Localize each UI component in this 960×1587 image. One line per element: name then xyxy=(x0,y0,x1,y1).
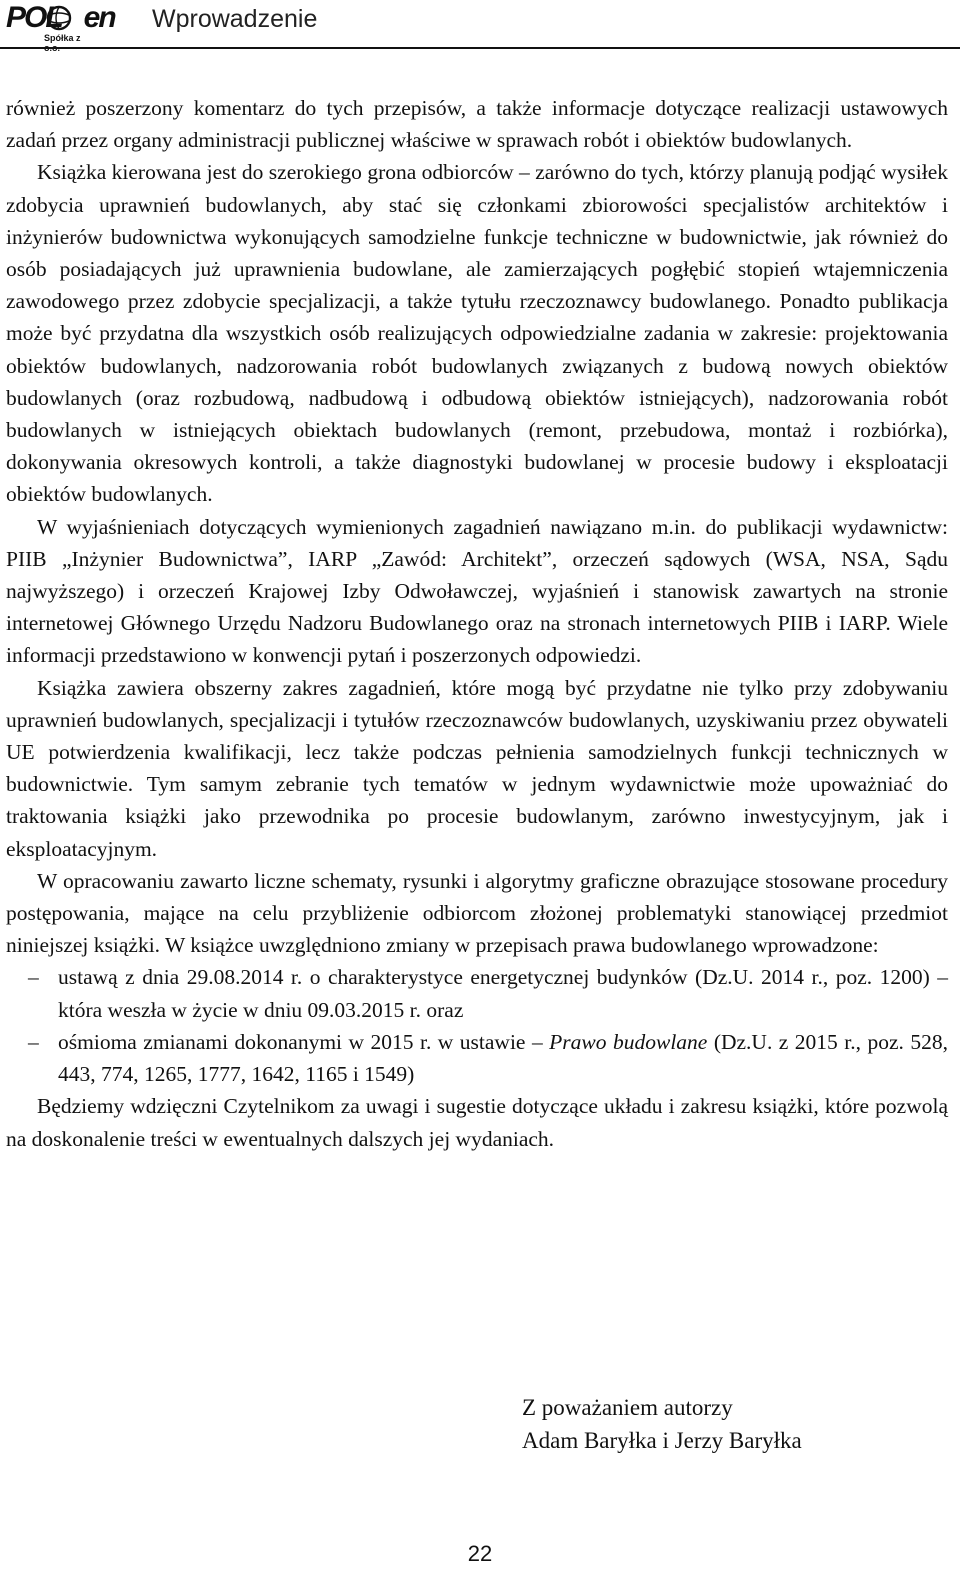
amendments-list xyxy=(6,961,948,1090)
closing-paragraph: Będziemy wdzięczni Czytelnikom za uwagi i sugestie dotyczące układu i zakresu książki, które pozwolą na doskonalenie treści w ewentualnych dalszych jej wydaniach. xyxy=(6,1094,948,1151)
list-item-text: (Dz.U. z 2015 r., poz. 528, 443, 774, 1265, 1777, 1642, 1165 i 1549) xyxy=(58,1029,948,1087)
section-title: Wprowadzenie xyxy=(152,5,318,33)
header-divider xyxy=(0,47,960,49)
list-dash: – xyxy=(28,1029,39,1054)
paragraph: Książka zawiera obszerny zakres zagadnień, które mogą być przydatne nie tylko przy zdobywaniu uprawnień budowlanych, specjalizacji i tytułów rzeczoznawców budowlanych, uzyskiwaniu przez obywateli UE potwierdzenia kwalifikacji, lecz także podczas pełnienia samodzielnych funkcji technicznych w budownictwie. Tym samym zebranie tych tematów w jednym wydawnictwie może upoważniać do traktowania książki jako przewodnika po procesie budowlanym, zarówno inwestycyjnym, jak i eksploatacyjnym. xyxy=(6,675,948,861)
signature-block xyxy=(522,1391,802,1457)
page-header xyxy=(0,0,960,50)
page-number: 22 xyxy=(467,1541,493,1566)
paragraph: W wyjaśnieniach dotyczących wymienionych zagadnień nawiązano m.in. do publikacji wydawnictw: PIIB „Inżynier Budownictwa”, IARP „Zawód: Architekt”, orzeczeń sądowych (WSA, NSA, Sądu najwyższego) i orzeczeń Krajowej Izby Odwoławczej, wyjaśnień i stanowisk zawartych na stronie internetowej Głównego Urzędu Nadzoru Budowlanego oraz na stronach internetowych PIIB i IARP. Wiele informacji przedstawiono w konwencji pytań i poszerzonych odpowiedzi. xyxy=(6,514,948,668)
paragraph: W opracowaniu zawarto liczne schematy, rysunki i algorytmy graficzne obrazujące stosowane procedury postępowania, mające na celu przybliżenie odbiorcom złożonej problematyki stanowiącej przedmiot niniejszej książki. W książce uwzględniono zmiany w przepisach prawa budowlanego wprowadzone: xyxy=(6,868,948,958)
signature-authors: Adam Baryłka i Jerzy Baryłka xyxy=(522,1428,802,1453)
list-item-text: ustawą z dnia 29.08.2014 r. o charakterystyce energetycznej budynków (Dz.U. 2014 r., poz. 1200) – która weszła w życie w dniu 09.03.2015 r. oraz xyxy=(58,965,948,1022)
logo-wordmark: POL en xyxy=(6,1,115,34)
body-text xyxy=(6,92,948,1155)
paragraph: Książka kierowana jest do szerokiego grona odbiorców – zarówno do tych, którzy planują podjąć wysiłek zdobycia uprawnień budowlanych, aby stać się członkami zbiorowości specjalistów architektów i inżynierów budownictwa wykonujących samodzielne funkcje techniczne w budownictwie, jak również do osób posiadających już uprawnienia budowlane, ale zamierzających pogłębić stopień wtajemniczenia zawodowego przez zdobycie specjalizacji, a także tytułu rzeczoznawcy budowlanego. Ponadto publikacja może być przydatna dla wszystkich osób realizujących odpowiedzialne zadania w zakresie: projektowania obiektów budowlanych, nadzorowania robót budowlanych związanych z budową nowych obiektów budowlanych (oraz rozbudową, nadbudową i odbudową obiektów istniejących), nadzorowania robót budowlanych w istniejących obiektach budowlanych (remont, przebudowa, montaż i rozbiórka), dokonywania okresowych kontroli, a także diagnostyki budowlanej w procesie budowy i eksploatacji obiektów budowlanych. xyxy=(6,160,948,507)
list-item-text: ośmioma zmianami dokonanymi w 2015 r. w ustawie – xyxy=(58,1029,550,1054)
list-item xyxy=(6,1026,948,1090)
list-dash: – xyxy=(28,965,39,990)
list-item xyxy=(6,961,948,1025)
law-title: Prawo budowlane xyxy=(549,1029,708,1054)
publisher-logo xyxy=(6,1,115,46)
paragraph: również poszerzony komentarz do tych przepisów, a także informacje dotyczące realizacji ustawowych zadań przez organy administracji publicznej właściwe w sprawach robót i obiektów budowlanych. xyxy=(6,96,948,153)
logo-subtitle: Spółka z xyxy=(44,33,81,43)
signature-greeting: Z poważaniem autorzy xyxy=(522,1395,733,1420)
logo-globe-icon xyxy=(46,5,72,31)
